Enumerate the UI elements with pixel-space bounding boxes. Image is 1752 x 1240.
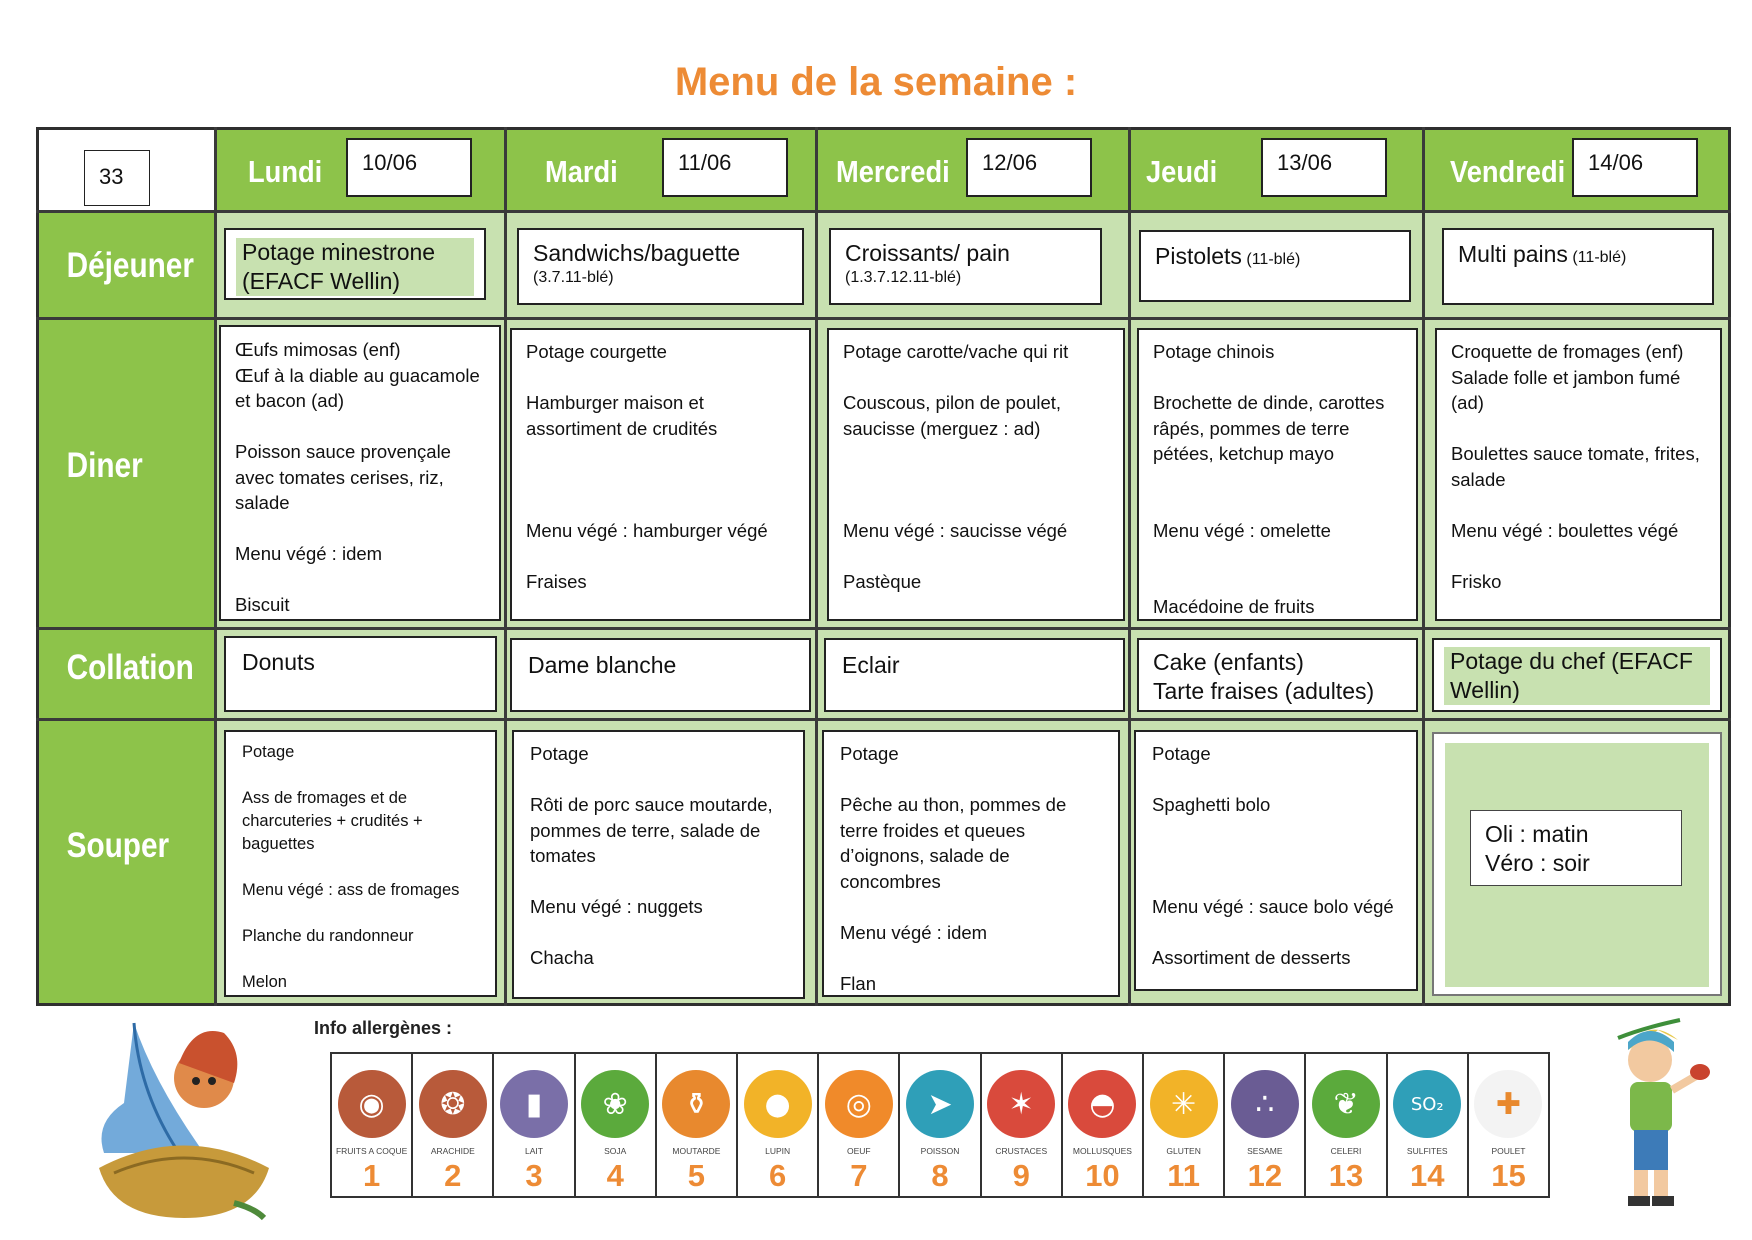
dejeuner-tuesday-allergens: (3.7.11-blé) (533, 269, 614, 286)
day-name-monday: Lundi (248, 154, 323, 189)
allergen-14 (1388, 1054, 1469, 1196)
row-label-dejeuner: Déjeuner (66, 246, 194, 285)
allergen-5 (657, 1054, 738, 1196)
allergen-number: 13 (1328, 1158, 1364, 1193)
diner-monday-text: Œufs mimosas (enf) Œuf à la diable au guacamole et bacon (ad) Poisson sauce provençale avec tomates cerises, riz, salade Menu végé : idem Biscuit (235, 339, 480, 615)
dejeuner-friday-text: Multi pains (1458, 241, 1568, 267)
diner-friday-text: Croquette de fromages (enf) Salade folle et jambon fumé (ad) Boulettes sauce tomate, frites, salade Menu végé : boulettes végé Frisko (1451, 341, 1700, 592)
diner-monday (219, 325, 501, 621)
souper-friday (1432, 732, 1722, 996)
allergen-label: POULET (1491, 1146, 1526, 1156)
allergen-label: SESAME (1247, 1146, 1283, 1156)
allergen-7 (819, 1054, 900, 1196)
row-label-collation: Collation (66, 648, 194, 687)
allergen-3 (494, 1054, 575, 1196)
allergen-label: CRUSTACES (995, 1146, 1048, 1156)
allergen-label: LUPIN (765, 1146, 791, 1156)
souper-tuesday-text: Potage Rôti de porc sauce moutarde, pommes de terre, salade de tomates Menu végé : nuggets Chacha (530, 743, 773, 968)
collation-monday (224, 636, 497, 712)
row-label-diner: Diner (66, 446, 143, 485)
diner-wednesday-text: Potage carotte/vache qui rit Couscous, pilon de poulet, saucisse (merguez : ad) Menu végé : saucisse végé Pastèque (843, 341, 1069, 592)
mustard-icon: ⚱ (662, 1070, 730, 1138)
dejeuner-monday-text: Potage minestrone (EFACF Wellin) (236, 238, 474, 296)
allergen-1 (332, 1054, 413, 1196)
souper-wednesday-text: Potage Pêche au thon, pommes de terre froides et queues d’oignons, salade de concombres Menu végé : idem Flan (840, 743, 1067, 994)
allergen-4 (576, 1054, 657, 1196)
date-wednesday: 12/06 (966, 138, 1092, 197)
allergen-11 (1144, 1054, 1225, 1196)
allergen-number: 5 (687, 1158, 706, 1193)
week-number: 33 (84, 150, 150, 206)
allergen-label: LAIT (525, 1146, 543, 1156)
collation-tuesday-text: Dame blanche (528, 652, 677, 678)
dejeuner-thursday (1139, 230, 1411, 302)
diner-wednesday (827, 328, 1125, 621)
allergen-12 (1225, 1054, 1306, 1196)
staff-note-box (1470, 810, 1682, 886)
dejeuner-thursday-text: Pistolets (1155, 243, 1242, 269)
date-tuesday: 11/06 (662, 138, 788, 197)
shell-icon: ◓ (1068, 1070, 1136, 1138)
collation-friday (1432, 638, 1722, 712)
row-label-column (39, 213, 214, 1003)
allergen-label: POISSON (920, 1146, 960, 1156)
dejeuner-friday-allergens: (11-blé) (1572, 249, 1627, 266)
milk-icon: ▮ (500, 1070, 568, 1138)
soy-icon: ❀ (581, 1070, 649, 1138)
collation-wednesday-text: Eclair (842, 652, 900, 678)
row-label-souper: Souper (66, 826, 170, 865)
day-name-wednesday: Mercredi (836, 154, 950, 189)
allergen-number: 2 (444, 1158, 462, 1193)
allergen-10 (1063, 1054, 1144, 1196)
day-name-thursday: Jeudi (1146, 154, 1218, 189)
allergen-number: 1 (362, 1158, 381, 1193)
chicken-icon: ✚ (1474, 1070, 1542, 1138)
mascot-explorer-illustration (1588, 1010, 1718, 1210)
allergen-label: MOUTARDE (672, 1146, 721, 1156)
diner-friday (1435, 328, 1722, 621)
allergen-number: 11 (1167, 1158, 1201, 1193)
diner-tuesday-text: Potage courgette Hamburger maison et assortiment de crudités Menu végé : hamburger végé Fraises (526, 341, 768, 592)
collation-thursday-text: Cake (enfants) Tarte fraises (adultes) (1153, 649, 1375, 704)
allergen-label: ARACHIDE (430, 1146, 475, 1156)
allergen-number: 4 (606, 1158, 624, 1193)
date-friday: 14/06 (1572, 138, 1698, 197)
wheat-icon: ✳ (1150, 1070, 1218, 1138)
souper-tuesday (512, 730, 805, 999)
collation-wednesday (824, 638, 1125, 712)
souper-monday-text: Potage Ass de fromages et de charcuteries + crudités + baguettes Menu végé : ass de fromages Planche du randonneur Melon (242, 743, 460, 991)
nut-icon: ◉ (338, 1070, 406, 1138)
dejeuner-wednesday-text: Croissants/ pain (845, 240, 1010, 266)
staff-note-text: Oli : matin Véro : soir (1485, 821, 1590, 876)
peanut-icon: ❂ (419, 1070, 487, 1138)
allergen-title: Info allergènes : (314, 1018, 453, 1038)
page-title: Menu de la semaine : (674, 60, 1078, 104)
allergen-number: 10 (1085, 1158, 1120, 1193)
diner-thursday (1137, 328, 1418, 621)
allergen-6 (738, 1054, 819, 1196)
collation-monday-text: Donuts (242, 649, 315, 675)
fish-icon: ➤ (906, 1070, 974, 1138)
allergen-label: OEUF (847, 1146, 871, 1156)
collation-thursday (1137, 638, 1418, 712)
allergen-label: SOJA (604, 1146, 627, 1156)
allergen-label: GLUTEN (1166, 1146, 1201, 1156)
mascot-drop-illustration (84, 1003, 284, 1223)
collation-friday-text: Potage du chef (EFACF Wellin) (1444, 647, 1710, 705)
souper-wednesday (822, 730, 1120, 997)
allergen-number: 3 (525, 1158, 543, 1193)
diner-tuesday (510, 328, 811, 621)
allergen-strip (330, 1052, 1550, 1198)
allergen-number: 15 (1491, 1158, 1526, 1193)
allergen-number: 12 (1247, 1158, 1283, 1193)
allergen-15 (1469, 1054, 1548, 1196)
celery-icon: ❦ (1312, 1070, 1380, 1138)
allergen-2 (413, 1054, 494, 1196)
souper-monday (224, 730, 497, 997)
dejeuner-wednesday-allergens: (1.3.7.12.11-blé) (845, 269, 962, 286)
allergen-9 (982, 1054, 1063, 1196)
sulfite-icon: SO₂ (1393, 1070, 1461, 1138)
souper-thursday (1134, 730, 1418, 991)
dejeuner-thursday-allergens: (11-blé) (1246, 251, 1301, 268)
dejeuner-friday (1442, 228, 1714, 305)
allergen-number: 7 (850, 1158, 868, 1193)
date-monday: 10/06 (346, 138, 472, 197)
day-name-tuesday: Mardi (545, 154, 618, 189)
allergen-label: MOLLUSQUES (1072, 1146, 1132, 1156)
souper-thursday-text: Potage Spaghetti bolo Menu végé : sauce bolo végé Assortiment de desserts (1152, 743, 1394, 968)
allergen-number: 14 (1410, 1158, 1445, 1193)
day-name-friday: Vendredi (1450, 154, 1566, 189)
allergen-8 (900, 1054, 981, 1196)
allergen-number: 9 (1012, 1158, 1030, 1193)
allergen-number: 8 (931, 1158, 949, 1193)
dejeuner-wednesday (829, 228, 1102, 305)
diner-thursday-text: Potage chinois Brochette de dinde, carottes râpés, pommes de terre pétées, ketchup mayo Menu végé : omelette Macédoine de fruits (1153, 341, 1385, 617)
allergen-label: SULFITES (1406, 1146, 1448, 1156)
sesame-icon: ∴ (1231, 1070, 1299, 1138)
crab-icon: ✶ (987, 1070, 1055, 1138)
dejeuner-tuesday-text: Sandwichs/baguette (533, 240, 741, 266)
allergen-number: 6 (768, 1158, 787, 1193)
egg-icon: ◎ (825, 1070, 893, 1138)
dejeuner-tuesday (517, 228, 804, 305)
collation-tuesday (510, 638, 811, 712)
allergen-13 (1306, 1054, 1387, 1196)
allergen-label: FRUITS A COQUE (335, 1146, 408, 1156)
lupin-icon: ● (744, 1070, 812, 1138)
date-thursday: 13/06 (1261, 138, 1387, 197)
allergen-label: CELERI (1330, 1146, 1362, 1156)
dejeuner-monday (224, 228, 486, 300)
